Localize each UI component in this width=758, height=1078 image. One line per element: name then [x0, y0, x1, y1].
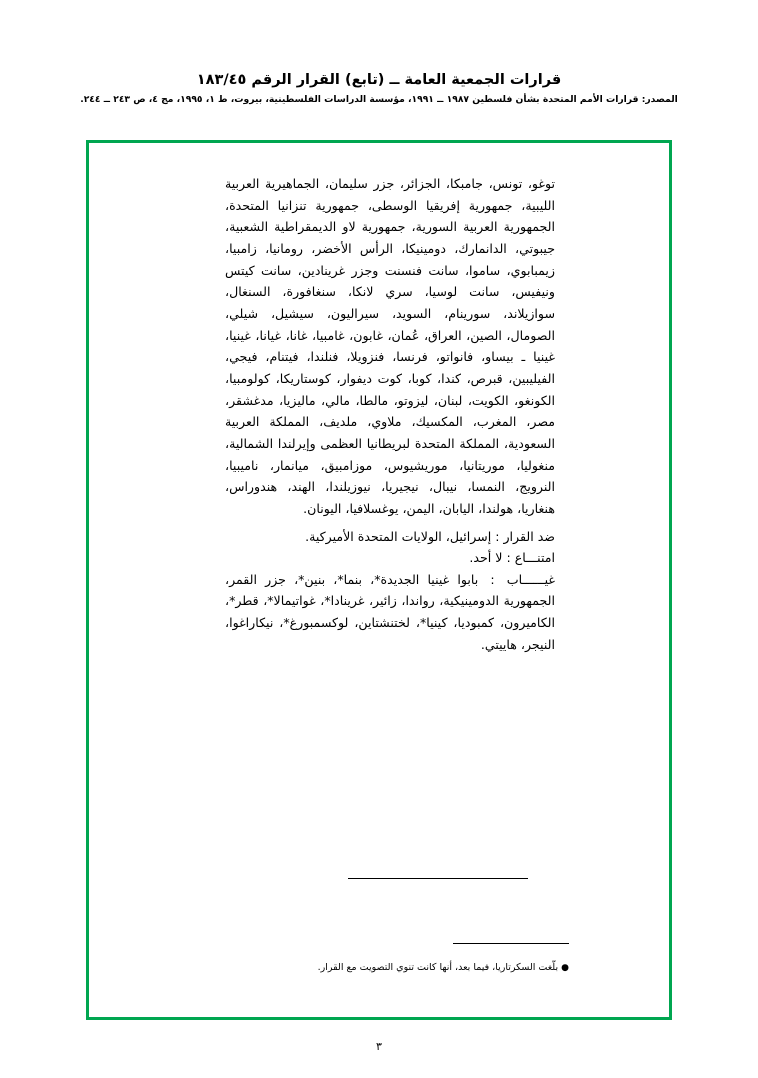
vote-absent-label: غيــــــاب	[506, 571, 555, 587]
document-body	[225, 173, 555, 655]
vote-against-row	[225, 526, 555, 548]
source-line: المصدر: قرارات الأمم المتحدة بشأن فلسطين ١٩٨٧ ــ ١٩٩١، مؤسسة الدراسات الفلسطينية، بيروت، ط ١، ١٩٩٥، مج ٤، ص ٢٤٣ ــ ٢٤٤.	[80, 94, 678, 106]
page-number: ٣	[376, 1040, 382, 1053]
page-header	[0, 72, 758, 105]
page-title: قرارات الجمعية العامة ــ (تابع) القرار الرقم ١٨٣/٤٥	[196, 72, 562, 88]
vote-abstain-label: امتنـــاع	[514, 550, 555, 566]
vote-against-colon: :	[495, 528, 500, 544]
vote-abstain-colon: :	[506, 550, 511, 566]
section-divider	[348, 878, 528, 879]
vote-absent-row	[225, 569, 555, 656]
vote-abstain-row	[225, 547, 555, 569]
footnote	[249, 961, 569, 976]
footnote-text: بلّغت السكرتاريا، فيما بعد، أنها كانت تنوي التصويت مع القرار.	[317, 962, 559, 973]
footnote-bullet-icon: ●	[561, 963, 569, 973]
footnote-divider	[453, 943, 569, 944]
green-border-frame	[86, 140, 672, 1020]
countries-paragraph: توغو، تونس، جامبكا، الجزائر، جزر سليمان، الجماهيرية العربية الليبية، جمهورية إفريقيا الوسطى، جمهورية تنزانيا المتحدة، الجمهورية العربية السورية، جمهورية لاو الديمقراطية الشعبية، جيبوتي، الدانمارك، دومينيكا، الرأس الأخضر، رومانيا، زامبيا، زيمبابوي، ساموا، سانت فنسنت وجزر غرينادين، سانت كيتس ونيفيس، سانت لوسيا، سري لانكا، سنغافورة، السنغال، سوازيلاند، سورينام، السويد، سيراليون، سيشيل، شيلي، الصومال، الصين، العراق، عُمان، غابون، غامبيا، غانا، غيانا، غينيا، غينيا ـ بيساو، فانواتو، فرنسا، فنزويلا، فنلندا، فيتنام، فيجي، الفيليبين، قبرص، كندا، كوبا، كوت ديفوار، كوستاريكا، كولومبيا، الكونغو، الكويت، لبنان، ليزوتو، مالطا، مالي، ماليزيا، مدغشقر، مصر، المغرب، المكسيك، ملاوي، ملديف، المملكة العربية السعودية، المملكة المتحدة لبريطانيا العظمى وإيرلندا الشمالية، منغوليا، موريتانيا، موريشيوس، موزامبيق، ميانمار، ناميبيا، النرويج، النمسا، نيبال، نيجيريا، نيوزيلندا، الهند، هندوراس، هنغاريا، هولندا، اليابان، اليمن، يوغسلافيا، اليونان.	[225, 176, 555, 516]
vote-against-value: إسرائيل، الولايات المتحدة الأميركية.	[305, 528, 492, 544]
vote-abstain-value: لا أحد.	[469, 550, 503, 566]
vote-against-label: ضد القرار	[503, 528, 555, 544]
vote-absent-value: بابوا غينيا الجديدة*، بنما*، بنين*، جزر القمر، الجمهورية الدومينيكية، رواندا، زائير، غرينادا*، غواتيمالا*، قطر*، الكاميرون، كمبوديا، كينيا*، لختنشتاين، لوكسمبورغ*، نيكاراغوا، النيجر، هاييتي.	[225, 571, 555, 652]
vote-absent-colon: :	[490, 571, 495, 587]
vote-results	[225, 526, 555, 656]
